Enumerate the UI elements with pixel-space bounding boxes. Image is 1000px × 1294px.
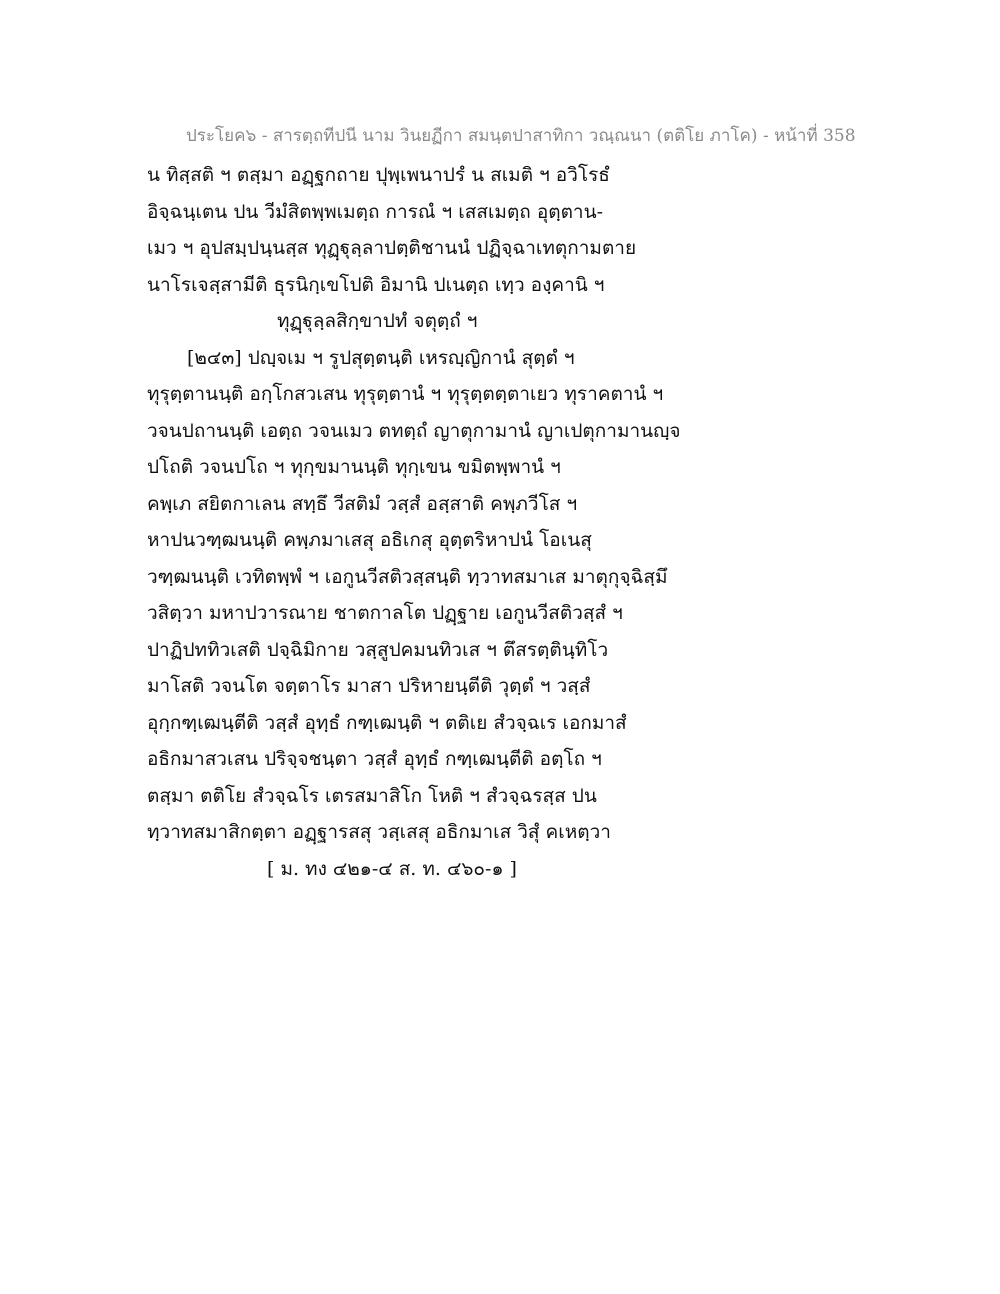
text-line: นาโรเจสฺสามีติ ธุรนิกฺเขโปติ อิมานิ ปเนตฺถ เทฺว องฺคานิ ฯ xyxy=(147,273,605,296)
text-line: ทฺวาทสมาสิกตฺตา อฏฺฐารสสุ วสฺเสสุ อธิกมาเส วิสุํ คเหตฺวา xyxy=(147,821,611,843)
text-line: วฑฺฒนนฺติ เวทิตพฺพํ ฯ เอกูนวีสติวสฺสนฺติ ทฺวาทสมาเส มาตุกุจฺฉิสฺมึ xyxy=(147,565,668,588)
text-line: น ทิสฺสติ ฯ ตสฺมา อฏฺฐกถาย ปุพฺเพนาปรํ น สเมติ ฯ อวิโรธํ xyxy=(147,164,610,186)
text-line: วสิตฺวา มหาปวารณาย ชาตกาลโต ปฏฺฐาย เอกูนวีสติวสฺสํ ฯ xyxy=(147,602,623,624)
text-line: ปาฏิปททิวเสติ ปจฺฉิมิกาย วสฺสูปคมนทิวเส ฯ ตึสรตฺตินฺทิโว xyxy=(147,638,609,661)
body-text xyxy=(147,157,867,887)
section-title: ทุฏฺฐุลฺลสิกฺขาปทํ จตุตฺถํ ฯ xyxy=(277,310,478,332)
text-line: วจนปถานนฺติ เอตฺถ วจนเมว ตทตฺถํ ญาตุกามานํ ญาเปตุกามานญฺจ xyxy=(147,419,681,442)
text-line: อธิกมาสวเสน ปริจฺจชนฺตา วสฺสํ อุทฺธํ กฑฺเฒนฺตีติ อตฺโถ ฯ xyxy=(147,748,602,770)
text-line: มาโสติ วจนโต จตฺตาโร มาสา ปริหายนฺตีติ วุตฺตํ ฯ วสฺสํ xyxy=(147,675,591,697)
text-line: อุกฺกฑฺเฒนฺตีติ วสฺสํ อุทฺธํ กฑฺเฒนฺติ ฯ ตติเย สํวจฺฉเร เอกมาสํ xyxy=(147,711,627,734)
text-line: หาปนวฑฺฒนนฺติ คพฺภมาเสสุ อธิเกสุ อุตฺตริหาปนํ โอเนสุ xyxy=(147,529,592,551)
reference-line: [ ม. ทง ๔๒๑-๔ ส. ท. ๔๖๐-๑ ] xyxy=(267,857,517,880)
text-line: เมว ฯ อุปสมฺปนฺนสฺส ทุฏฺฐุลฺลาปตฺติชานนํ ปฏิจฺฉาเทตุกามตาย xyxy=(147,237,637,259)
text-line: อิจฺฉนฺเตน ปน วีมํสิตพฺพเมตฺถ การณํ ฯ เสสเมตฺถ อุตฺตาน- xyxy=(147,200,604,223)
text-line: [๒๔๓] ปญฺจเม ฯ รูปสุตฺตนฺติ เหรญฺญิกานํ สุตฺตํ ฯ xyxy=(187,346,575,369)
text-line: ตสฺมา ตติโย สํวจฺฉโร เตรสมาสิโก โหติ ฯ สํวจฺฉรสฺส ปน xyxy=(147,784,597,807)
text-line: ปโถติ วจนปโถ ฯ ทุกฺขมานนฺติ ทุกฺเขน ขมิตพฺพานํ ฯ xyxy=(147,456,561,478)
text-line: ทุรุตฺตานนฺติ อกฺโกสวเสน ทุรุตฺตานํ ฯ ทุรุตฺตตฺตาเยว ทุราคตานํ ฯ xyxy=(147,383,664,405)
text-line: คพฺเภ สยิตกาเลน สทฺธึ วีสติมํ วสฺสํ อสฺสาติ คพฺภวีโส ฯ xyxy=(147,492,578,515)
page-header: ประโยค๖ - สารตฺถทีปนี นาม วินยฏีกา สมนฺตปาสาทิกา วณฺณนา (ตติโย ภาโค) - หน้าที่ 358 xyxy=(186,126,856,146)
